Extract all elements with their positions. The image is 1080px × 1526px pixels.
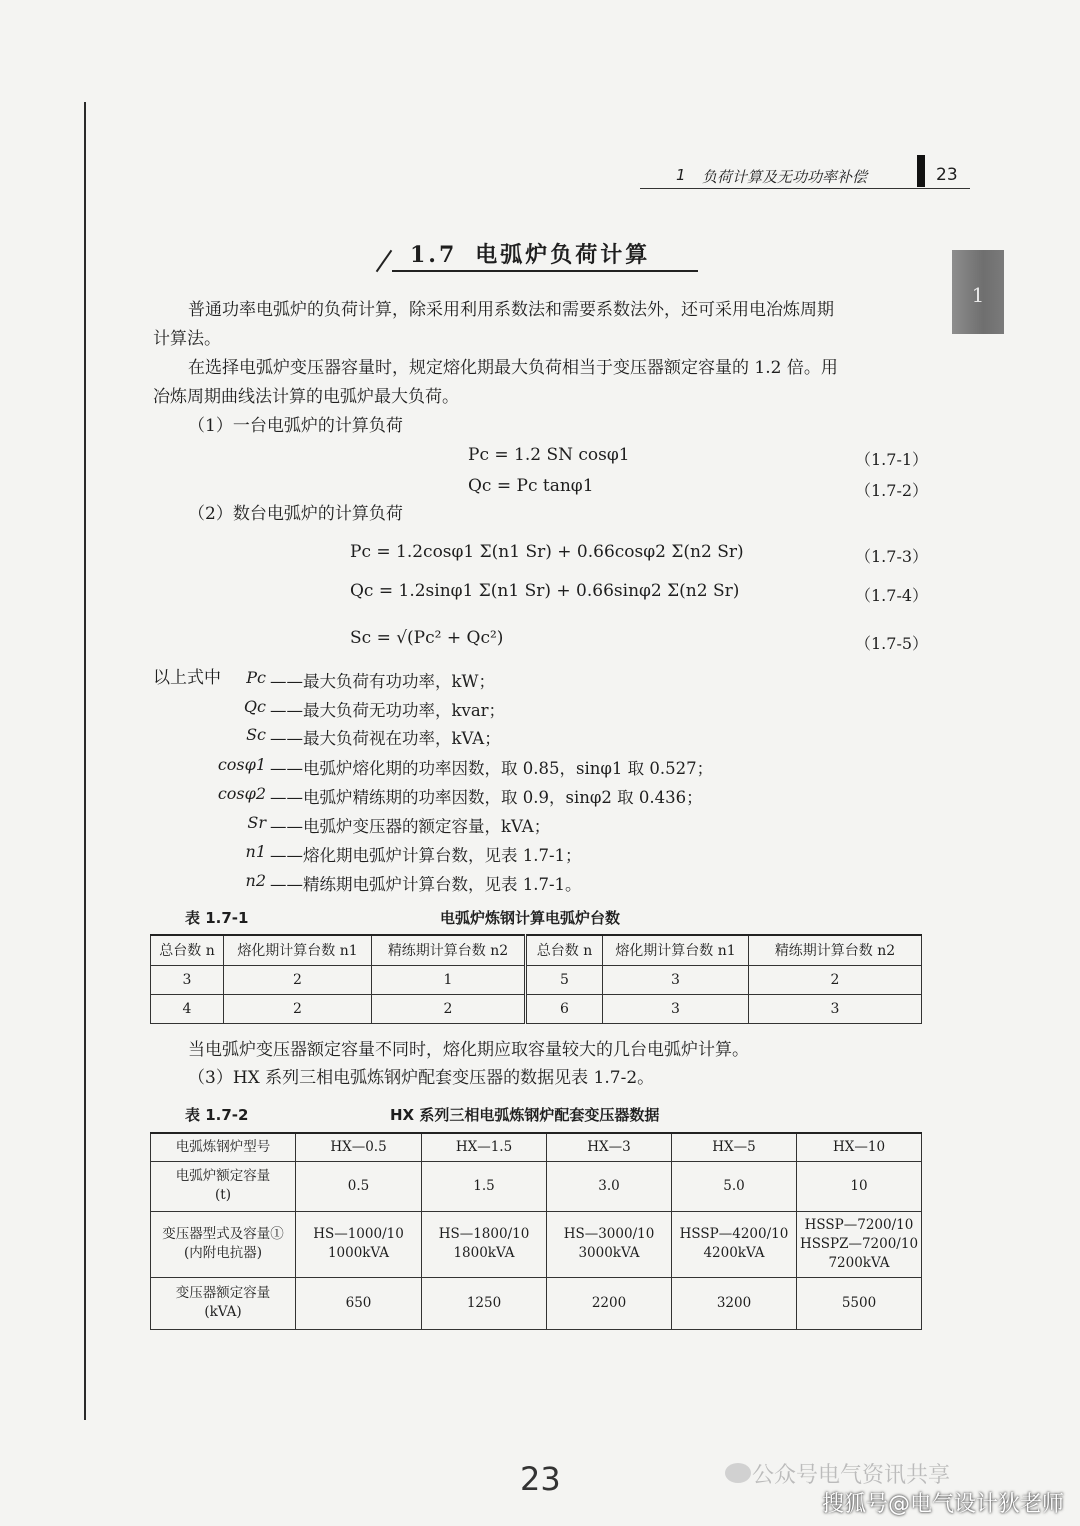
table-header-cell: 精练期计算台数 n2	[372, 935, 526, 965]
item-1: （1）一台电弧炉的计算负荷	[188, 416, 403, 436]
table-cell: 变压器额定容量 (kVA)	[151, 1277, 296, 1329]
table-cell: 1	[372, 965, 526, 994]
watermark-wechat: 公众号电气资讯共享	[752, 1463, 951, 1488]
formula-2: Qc = Pc tanφ1	[468, 476, 594, 496]
definition-symbol: n2	[245, 871, 266, 890]
table-cell: 变压器型式及容量① (内附电抗器)	[151, 1211, 296, 1277]
table-cell: HS—1800/10 1800kVA	[422, 1211, 547, 1277]
table-cell: 3	[603, 994, 749, 1023]
section-title	[410, 238, 650, 269]
definition-symbol: cosφ2	[217, 784, 266, 803]
definition-symbol: Sr	[247, 813, 266, 832]
title-slash	[376, 250, 393, 272]
table-cell: 3.0	[547, 1161, 672, 1211]
table1-label: 表 1.7-1	[185, 909, 249, 927]
table-cell: 2	[224, 965, 372, 994]
running-head-chapter: 1	[676, 166, 686, 184]
definition-text: ——电弧炉精练期的功率因数，取 0.9，sinφ2 取 0.436；	[270, 788, 703, 807]
table-cell: HSSP—4200/10 4200kVA	[672, 1211, 797, 1277]
table-cell: HS—3000/10 3000kVA	[547, 1211, 672, 1277]
running-head-title: 负荷计算及无功功率补偿	[702, 168, 868, 186]
definition-symbol: Sc	[246, 725, 266, 744]
table1	[150, 934, 922, 1024]
table2-title: HX 系列三相电弧炼钢炉配套变压器数据	[390, 1106, 660, 1124]
formula-5: Sc = √(Pc² + Qc²)	[350, 628, 504, 648]
table-header-row	[151, 935, 922, 965]
table-cell: 10	[797, 1161, 922, 1211]
watermark-sohu: 搜狐号@电气设计狄老师	[822, 1492, 1065, 1517]
table-cell: 电弧炼钢炉型号	[151, 1133, 296, 1161]
table-cell: HX—3	[547, 1133, 672, 1161]
where-lead: 以上式中	[153, 668, 221, 688]
paragraph-1b: 计算法。	[153, 329, 221, 349]
page-edge-line	[84, 102, 86, 1420]
definition-symbol: n1	[245, 842, 266, 861]
table-row	[151, 1133, 922, 1161]
table-header-cell: 熔化期计算台数 n1	[603, 935, 749, 965]
definition-text: ——熔化期电弧炉计算台数，见表 1.7-1；	[270, 846, 582, 865]
table-cell: HX—5	[672, 1133, 797, 1161]
running-head-bar	[917, 155, 925, 187]
table-row	[151, 994, 922, 1023]
formula-4-number: （1.7-4）	[855, 586, 929, 605]
table-row	[151, 965, 922, 994]
running-head-page: 23	[936, 165, 958, 185]
section-number: 1.7	[410, 242, 458, 268]
table-header-cell: 总台数 n	[151, 935, 224, 965]
table-cell: 5	[526, 965, 603, 994]
table-header-cell: 精练期计算台数 n2	[749, 935, 922, 965]
item-2: （2）数台电弧炉的计算负荷	[188, 504, 403, 524]
formula-2-number: （1.7-2）	[855, 481, 929, 500]
table-cell: 6	[526, 994, 603, 1023]
chapter-thumb-tab: 1	[952, 250, 1004, 334]
definition-symbol: Qc	[243, 697, 266, 716]
table-cell: 4	[151, 994, 224, 1023]
table-cell: 5.0	[672, 1161, 797, 1211]
formula-5-number: （1.7-5）	[855, 634, 929, 653]
table-row	[151, 1277, 922, 1329]
section-title-text: 电弧炉负荷计算	[475, 243, 651, 268]
table-cell: HS—1000/10 1000kVA	[296, 1211, 422, 1277]
paragraph-2b: 冶炼周期曲线法计算的电弧炉最大负荷。	[153, 387, 459, 407]
paragraph-1a: 普通功率电弧炉的负荷计算，除采用利用系数法和需要系数法外，还可采用电冶炼周期	[188, 300, 834, 320]
paragraph-2a: 在选择电弧炉变压器容量时，规定熔化期最大负荷相当于变压器额定容量的 1.2 倍。用	[188, 358, 838, 378]
paragraph-after-table1: 当电弧炉变压器额定容量不同时，熔化期应取容量较大的几台电弧炉计算。	[188, 1040, 749, 1060]
table-row	[151, 1211, 922, 1277]
formula-1: Pc = 1.2 SN cosφ1	[468, 445, 630, 465]
table-cell: HX—10	[797, 1133, 922, 1161]
table-cell: 2	[224, 994, 372, 1023]
table-cell: 5500	[797, 1277, 922, 1329]
formula-4: Qc = 1.2sinφ1 Σ(n1 Sr) + 0.66sinφ2 Σ(n2 Sr)	[350, 581, 740, 601]
table-cell: 2	[749, 965, 922, 994]
table2	[150, 1132, 922, 1330]
definition-text: ——电弧炉变压器的额定容量，kVA；	[270, 817, 551, 836]
table-cell: 3	[749, 994, 922, 1023]
table-cell: 650	[296, 1277, 422, 1329]
definition-text: ——最大负荷无功功率，kvar；	[270, 701, 506, 720]
definition-text: ——电弧炉熔化期的功率因数，取 0.85，sinφ1 取 0.527；	[270, 759, 714, 778]
definition-text: ——最大负荷视在功率，kVA；	[270, 729, 501, 748]
table-cell: 1.5	[422, 1161, 547, 1211]
table-header-cell: 熔化期计算台数 n1	[224, 935, 372, 965]
wechat-icon	[725, 1463, 751, 1483]
table-row	[151, 1161, 922, 1211]
item-3: （3）HX 系列三相电弧炼钢炉配套变压器的数据见表 1.7-2。	[188, 1068, 655, 1088]
table-cell: 1250	[422, 1277, 547, 1329]
formula-3-number: （1.7-3）	[855, 547, 929, 566]
formula-1-number: （1.7-1）	[855, 450, 929, 469]
table-cell: 2	[372, 994, 526, 1023]
title-underline	[392, 270, 698, 272]
table-cell: 3	[603, 965, 749, 994]
definition-text: ——最大负荷有功功率，kW；	[270, 672, 495, 691]
table-cell: HX—0.5	[296, 1133, 422, 1161]
table-cell: HSSP—7200/10 HSSPZ—7200/10 7200kVA	[797, 1211, 922, 1277]
table-cell: 3	[151, 965, 224, 994]
definition-text: ——精练期电弧炉计算台数，见表 1.7-1。	[270, 875, 582, 894]
table2-label: 表 1.7-2	[185, 1106, 249, 1124]
running-head	[640, 165, 970, 187]
table1-title: 电弧炉炼钢计算电弧炉台数	[440, 909, 621, 927]
running-head-rule	[640, 188, 970, 189]
table-cell: 3200	[672, 1277, 797, 1329]
formula-3: Pc = 1.2cosφ1 Σ(n1 Sr) + 0.66cosφ2 Σ(n2 Sr)	[350, 542, 744, 562]
table-header-cell: 总台数 n	[526, 935, 603, 965]
definition-symbol: Pc	[246, 668, 266, 687]
table-cell: 2200	[547, 1277, 672, 1329]
table-cell: 0.5	[296, 1161, 422, 1211]
footer-page-number: 23	[520, 1460, 561, 1498]
definition-symbol: cosφ1	[217, 755, 266, 774]
table-cell: 电弧炉额定容量 (t)	[151, 1161, 296, 1211]
table-cell: HX—1.5	[422, 1133, 547, 1161]
